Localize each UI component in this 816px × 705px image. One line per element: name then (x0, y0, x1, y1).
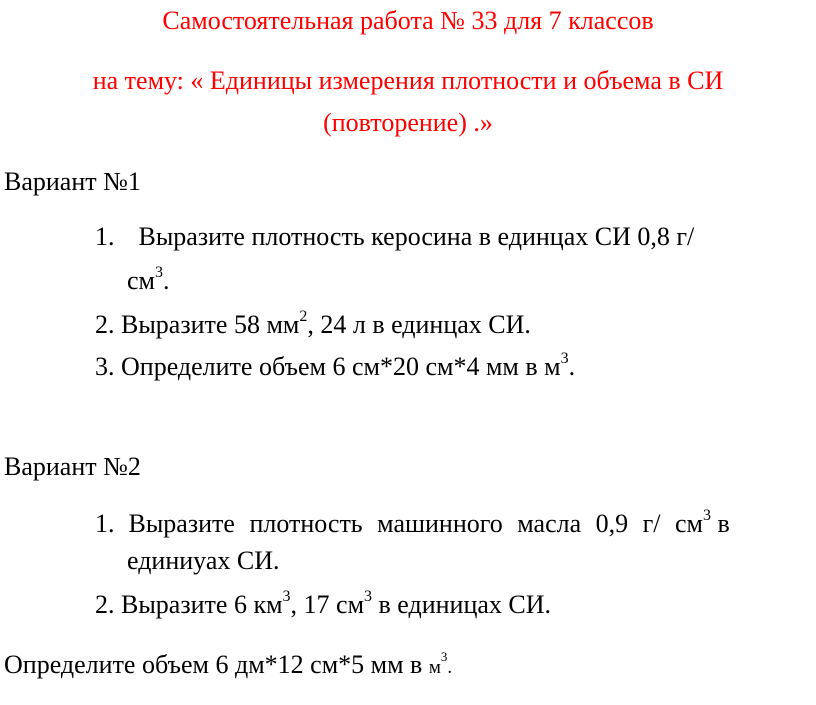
v2-task-3-tail: . (447, 657, 453, 678)
v2-task-2-mid: , 17 см (290, 590, 365, 619)
v2-task-1-line-2: единиуах СИ. (127, 546, 280, 575)
v1-task-1-line-1 (95, 222, 694, 252)
v1-task-1-tail: . (163, 266, 170, 295)
v1-task-1-text: Выразите плотность керосина в единцах СИ 0,8 г/ (138, 222, 695, 251)
v2-task-2-sup-2: 3 (364, 588, 373, 606)
v1-task-3 (95, 352, 575, 382)
v1-task-1-sup: 3 (155, 264, 163, 282)
v2-task-2-tail: в единицах СИ. (372, 590, 552, 619)
v1-task-2-tail: , 24 л в единцах СИ. (307, 310, 531, 339)
v1-task-2-sup: 2 (299, 308, 308, 326)
v1-task-1-unit: см (127, 266, 155, 295)
v2-task-2-number: 2. (95, 590, 115, 619)
v2-task-2-text: Выразите 6 км (121, 590, 283, 619)
v2-task-1-line-1 (95, 509, 730, 539)
v2-task-1-tail: в (711, 509, 730, 538)
v1-task-3-text: Определите объем 6 см*20 см*4 мм в м (121, 352, 561, 381)
v2-task-3-sup: 3 (440, 649, 448, 665)
v2-task-1-sup: 3 (703, 507, 712, 525)
v2-task-3-unit: м (428, 657, 441, 678)
v1-task-2 (95, 310, 531, 340)
v2-task-1-text: Выразите плотность машинного масла 0,9 г/ см (128, 509, 704, 538)
v2-task-2 (95, 590, 551, 620)
v1-task-2-text: Выразите 58 мм (121, 310, 300, 339)
v1-task-2-number: 2. (95, 310, 115, 339)
title-line-1: Самостоятельная работа № 33 для 7 классов (162, 6, 654, 35)
title-topic-line-2: (повторение) .» (323, 108, 493, 137)
v2-task-3 (4, 650, 452, 683)
v2-task-2-sup-1: 3 (282, 588, 291, 606)
title-topic-line-1: на тему: « Единицы измерения плотности и объема в СИ (92, 66, 724, 95)
title-topic (0, 66, 816, 138)
v2-task-3-text: Определите объем 6 дм*12 см*5 мм в (4, 650, 429, 679)
v1-task-3-sup: 3 (560, 350, 569, 368)
variant-1-heading: Вариант №1 (4, 167, 141, 196)
v1-task-3-tail: . (568, 352, 576, 381)
v1-task-1-number: 1. (95, 222, 115, 251)
v2-task-1-number: 1. (95, 509, 115, 538)
v1-task-3-number: 3. (95, 352, 115, 381)
variant-2-heading: Вариант №2 (4, 452, 141, 481)
v1-task-1-line-2 (127, 266, 170, 296)
